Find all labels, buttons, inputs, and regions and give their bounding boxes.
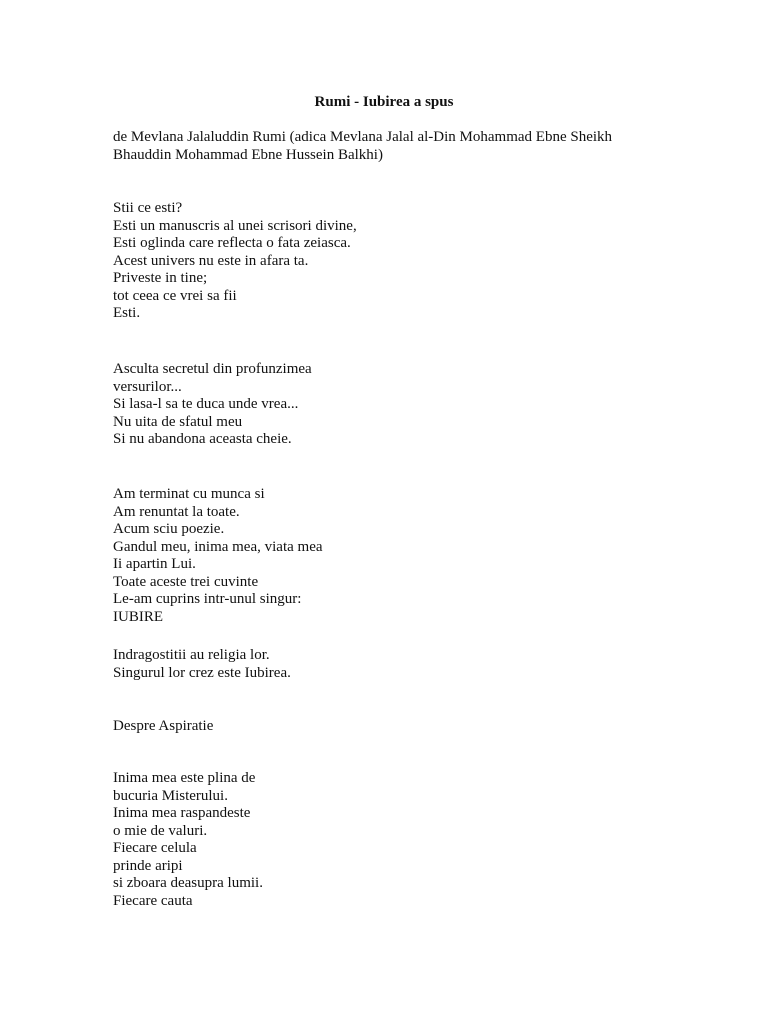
section-heading bbox=[113, 718, 653, 736]
poem-line: Am renuntat la toate. bbox=[113, 503, 240, 520]
poem-line: versurilor... bbox=[113, 378, 182, 395]
poem-line: tot ceea ce vrei sa fii bbox=[113, 287, 237, 304]
stanza bbox=[113, 770, 653, 910]
poem-line: Singurul lor crez este Iubirea. bbox=[113, 664, 291, 681]
poem-line: Nu uita de sfatul meu bbox=[113, 413, 243, 430]
poem-line: Si lasa-l sa te duca unde vrea... bbox=[113, 396, 299, 412]
poem-line: Si nu abandona aceasta cheie. bbox=[113, 431, 292, 447]
poem-line: Gandul meu, inima mea, viata mea bbox=[113, 538, 323, 555]
stanza bbox=[113, 647, 653, 682]
poem-line: Toate aceste trei cuvinte bbox=[113, 573, 259, 590]
author-byline: de Mevlana Jalaluddin Rumi (adica Mevlana Jalal al-Din Mohammad Ebne Sheikh Bhauddin Mohammad Ebne Hussein Balkhi) bbox=[113, 129, 613, 163]
poem-line: Acum sciu poezie. bbox=[113, 521, 225, 537]
stanza bbox=[113, 486, 653, 626]
document-title: Rumi - Iubirea a spus bbox=[314, 94, 454, 110]
poem-line: si zboara deasupra lumii. bbox=[113, 875, 263, 891]
poem-line: Fiecare cauta bbox=[113, 892, 193, 909]
poem-line: Inima mea este plina de bbox=[113, 770, 256, 786]
poem-line: Priveste in tine; bbox=[113, 270, 208, 286]
poem-line: Le-am cuprins intr-unul singur: bbox=[113, 591, 302, 607]
poem-line: Stii ce esti? bbox=[113, 200, 183, 216]
poem-line: Esti. bbox=[113, 305, 141, 321]
poem-line: bucuria Misterului. bbox=[113, 787, 228, 804]
poem-line: Asculta secretul din profunzimea bbox=[113, 361, 312, 377]
poem-line: Ii apartin Lui. bbox=[113, 556, 196, 572]
poem-line: o mie de valuri. bbox=[113, 822, 208, 839]
stanza bbox=[113, 361, 653, 449]
stanza bbox=[113, 200, 653, 323]
poem-line: Inima mea raspandeste bbox=[113, 805, 251, 821]
poem-line: prinde aripi bbox=[113, 857, 183, 874]
poem-line: IUBIRE bbox=[113, 608, 163, 625]
poem-line: Indragostitii au religia lor. bbox=[113, 647, 270, 663]
poem-line: Esti un manuscris al unei scrisori divine, bbox=[113, 217, 357, 234]
poem-line: Fiecare celula bbox=[113, 840, 197, 856]
poem-line: Esti oglinda care reflecta o fata zeiasca. bbox=[113, 235, 351, 251]
poem-line: Acest univers nu este in afara ta. bbox=[113, 252, 309, 269]
poem-line: Am terminat cu munca si bbox=[113, 486, 265, 502]
poem-line: Despre Aspiratie bbox=[113, 718, 214, 734]
